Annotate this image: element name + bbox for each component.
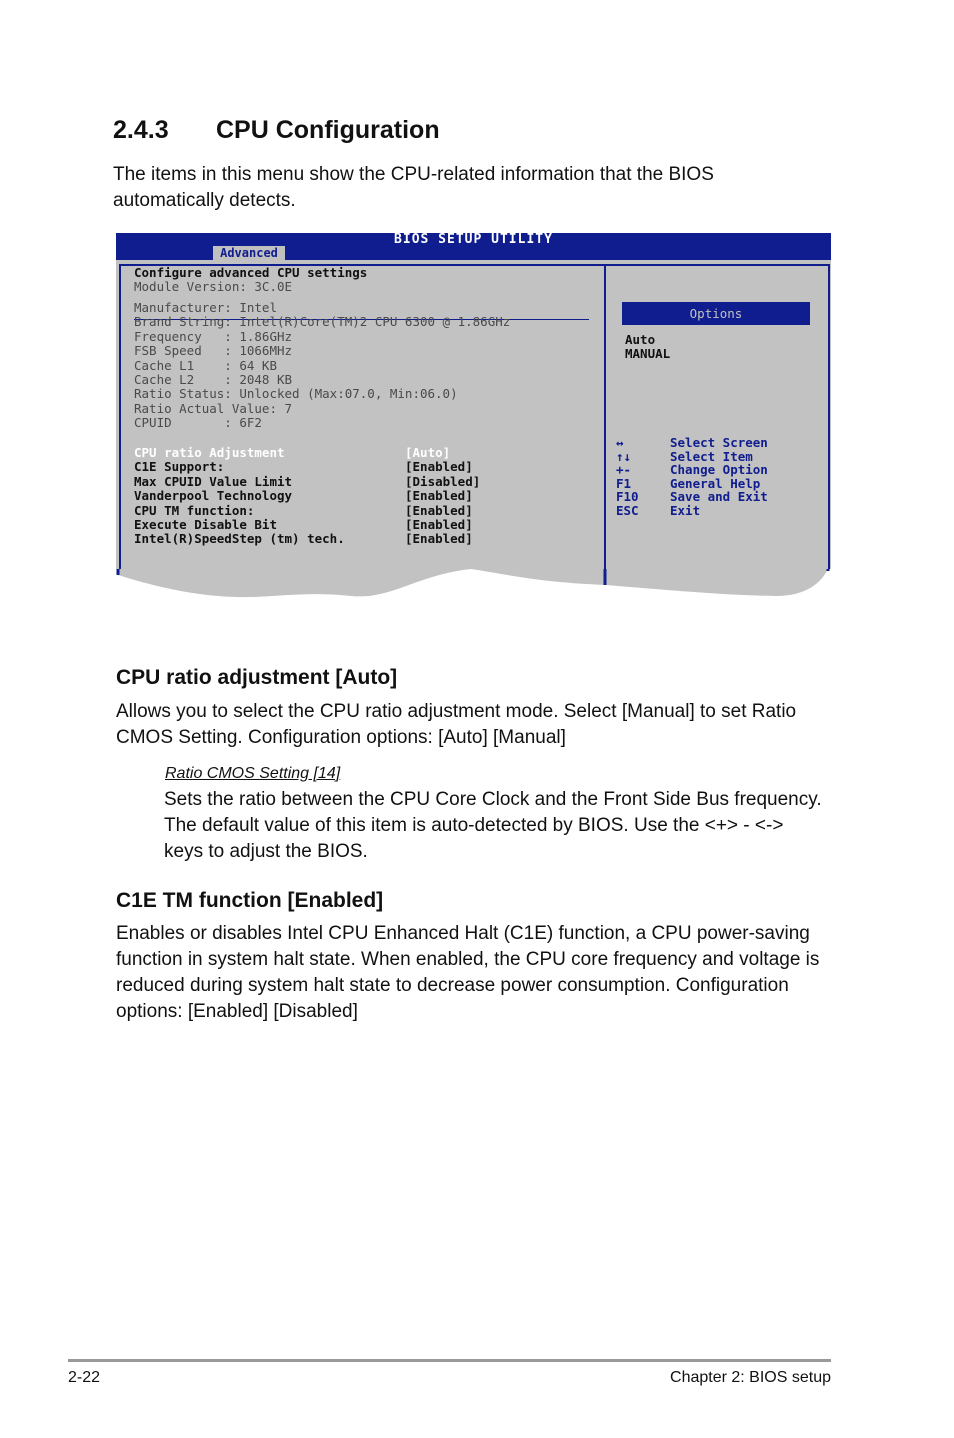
key-description: Select Screen	[670, 435, 768, 450]
option-auto[interactable]: Auto	[625, 332, 656, 347]
setting-row[interactable]: CPU ratio Adjustment	[134, 445, 285, 460]
module-version: Module Version: 3C.0E	[134, 279, 293, 294]
setting-row[interactable]: Intel(R)SpeedStep (tm) tech.	[134, 531, 345, 547]
cpu-info-line: Frequency : 1.86GHz	[134, 328, 293, 344]
c1e-body: Enables or disables Intel CPU Enhanced Halt (C1E) function, a CPU power-saving function in system halt state. When enabled, the CPU core frequency and voltage is reduced during system halt state to decrease power consumption. Configuration options: [Enabled] [Disabled]	[116, 923, 820, 1022]
cpu-info-line: FSB Speed : 1066MHz	[134, 343, 293, 359]
setting-value[interactable]: [Auto]	[405, 445, 451, 460]
cpu-ratio-heading: CPU ratio adjustment [Auto]	[116, 666, 398, 689]
cpu-info-line: CPUID : 6F2	[134, 415, 262, 431]
cpu-info-line: Manufacturer: Intel	[134, 300, 277, 315]
cpu-info-line: Ratio Actual Value: 7	[134, 400, 293, 416]
bios-screenshot	[116, 233, 831, 599]
setting-row[interactable]: Execute Disable Bit	[134, 517, 277, 532]
cpu-ratio-body: Allows you to select the CPU ratio adjustment mode. Select [Manual] to set Ratio CMOS Setting. Configuration options: [Auto] [Manual]	[116, 701, 797, 748]
setting-value[interactable]: [Disabled]	[405, 473, 481, 489]
section-title: CPU Configuration	[216, 116, 440, 144]
intro-paragraph: The items in this menu show the CPU-related information that the BIOS automatically detects.	[113, 164, 714, 211]
key-symbol: ↑↓	[616, 448, 632, 464]
setting-value[interactable]: [Enabled]	[405, 459, 473, 475]
bios-heading: Configure advanced CPU settings	[134, 265, 368, 280]
chapter-label: Chapter 2: BIOS setup	[670, 1369, 831, 1386]
setting-row[interactable]: CPU TM function:	[134, 502, 255, 518]
bios-title: BIOS SETUP UTILITY	[394, 232, 553, 247]
options-header: Options	[622, 302, 810, 325]
key-symbol: F10	[616, 489, 639, 505]
setting-row[interactable]: C1E Support:	[134, 459, 225, 475]
torn-edge	[116, 569, 831, 599]
key-symbol: ESC	[616, 503, 639, 518]
c1e-heading: C1E TM function [Enabled]	[116, 889, 384, 912]
cpu-info-line: Cache L2 : 2048 KB	[134, 372, 293, 387]
ratio-cmos-label: Ratio CMOS Setting [14]	[165, 765, 341, 782]
setting-row[interactable]: Max CPUID Value Limit	[134, 473, 293, 489]
section-number: 2.4.3	[113, 116, 169, 144]
bios-body	[116, 260, 831, 599]
setting-value[interactable]: [Enabled]	[405, 517, 473, 532]
cpu-info-line: Cache L1 : 64 KB	[134, 357, 277, 373]
page-number: 2-22	[68, 1369, 101, 1386]
footer-divider	[68, 1359, 831, 1362]
tab-advanced[interactable]: Advanced	[213, 246, 285, 260]
setting-value[interactable]: [Enabled]	[405, 531, 473, 547]
ratio-cmos-body: Sets the ratio between the CPU Core Clock and the Front Side Bus frequency. The default value of this item is auto-detected by BIOS. Use the <+> - <-> keys to adjust the BIOS.	[164, 789, 822, 862]
cpu-info-line: Brand String: Intel(R)Core(TM)2 CPU 6300 @ 1.86GHz	[134, 314, 511, 330]
key-description: Change Option	[670, 462, 768, 478]
key-description: Select Item	[670, 448, 753, 464]
key-symbol: F1	[616, 475, 632, 491]
key-description: General Help	[670, 475, 761, 491]
setting-value[interactable]: [Enabled]	[405, 502, 473, 518]
section-heading	[113, 116, 440, 145]
key-symbol: +-	[616, 462, 632, 478]
setting-value[interactable]: [Enabled]	[405, 488, 473, 504]
bios-titlebar	[116, 233, 831, 260]
setting-row[interactable]: Vanderpool Technology	[134, 488, 293, 504]
key-description: Exit	[670, 503, 701, 518]
cpu-info-line: Ratio Status: Unlocked (Max:07.0, Min:06.0)	[134, 386, 458, 402]
key-symbol: ↔	[616, 435, 624, 450]
option-manual[interactable]: MANUAL	[625, 346, 671, 361]
key-description: Save and Exit	[670, 489, 768, 505]
